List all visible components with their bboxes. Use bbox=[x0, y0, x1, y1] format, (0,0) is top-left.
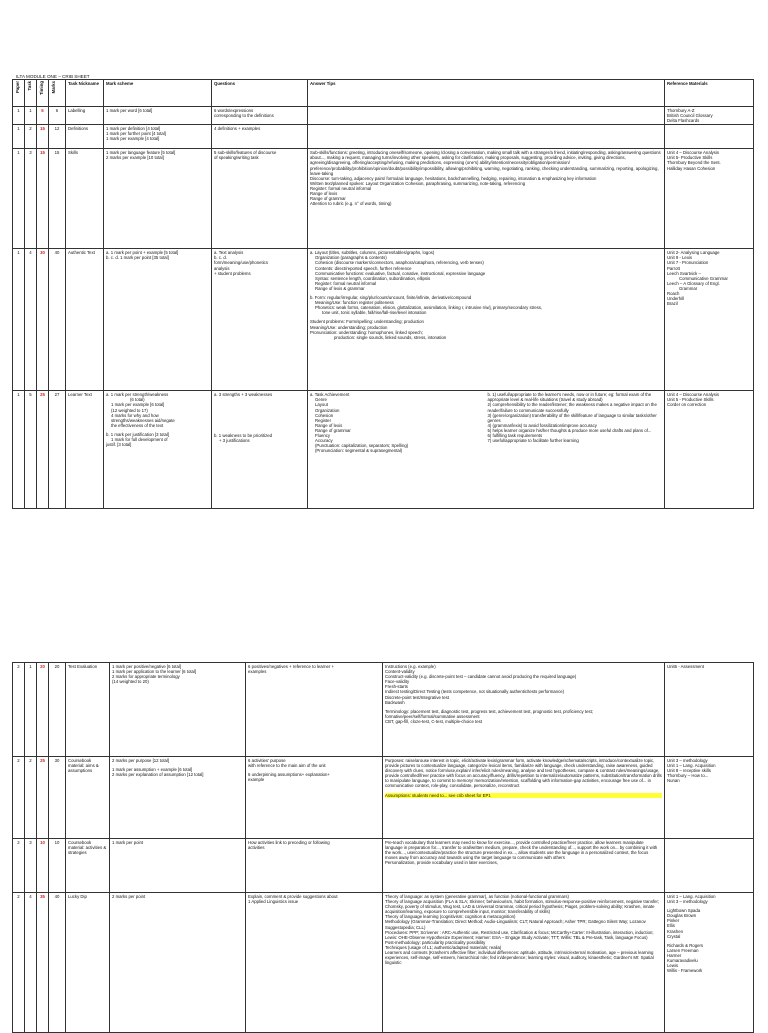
tips-cell: a. Layout (titles, subtitles, columns, pictures/tables/graphs, logos) Organization (paragraphs & contents) Cohesion (discourse markers/connectors, anaphora/cataphora, referencing, verb tenses) Contents: direct/reported speech, further reference Communicative functions: evaluative, factual, conative, instructional, expressive language Syntax: sentence length, coordination, subordination, ellipsis Register: formal neutral informal Range of lexis & grammar b. Form: regular/irregular, sing/plur/count/uncount, finite/infinite, derivative/compound Meaning/Use: function register politeness Phonetics: weak forms, catenation, elision, glottalization, assimilation, linking r, intrusive r/w/j, primary/secondary stress, tone unit, tonic syllable, fall/rise/fall-rise/level intonation Student problems: Form/spelling: understanding; production Meaning/Use: understanding; production Pronunciation: understanding: homophones, linked speech; production: single sounds, linked sounds, stress, intonation bbox=[308, 249, 665, 391]
task-cell: 2 bbox=[25, 757, 37, 839]
refs-cell: Unit 2- Analysing Language Unit 9 - Lexis Unit 7 - Pronunciation Parrott Leech Svartvick – Communicative Grammar Leech – A Glossary of Engl. Grammar Roach Underhill Brazil bbox=[665, 249, 754, 391]
col-task: Task bbox=[25, 80, 37, 107]
table-row bbox=[13, 757, 754, 839]
refs-cell: Unit 4 – Discourse Analysis Unit 5- Productive Skills Thornbury Beyond the Sent. Halliday Hasan Cohesion bbox=[665, 149, 754, 249]
table-row bbox=[13, 149, 754, 249]
questions-cell: 6 words/expressions corresponding to the definitions bbox=[212, 107, 308, 125]
paper-cell: 1 bbox=[13, 249, 25, 391]
timing-cell: 15 bbox=[37, 149, 49, 249]
col-timing: Timing bbox=[37, 80, 49, 107]
paper-cell: 2 bbox=[13, 839, 25, 893]
header-row bbox=[13, 80, 754, 107]
refs-cell: Unit 3 – methodology Unit 1 – Lang. Acquisition Unit 8 – receptive skills Thornbury – How to... Nunan bbox=[665, 757, 754, 839]
refs-cell: Thornbury A-Z British Council Glossary Delta Flashcards bbox=[665, 107, 754, 125]
marks-cell: 6 bbox=[49, 107, 66, 125]
questions-cell: a. 3 strengths + 3 weaknesses b. 1 weakness to be prioritized + 3 justifications bbox=[212, 391, 308, 509]
col-marks: Marks bbox=[49, 80, 66, 107]
tips-cell: a. Task Achievement Genre Layout Organization Cohesion Register Range of lexis Range of grammar Fluency Accuracy (Punctuation: capitalization, separators; Spelling) (Pronunciation: segmental & suprasegmental) b. 1) useful/appropriate to the learner's needs, now or in future; eg: formal exam of the appropriate level & real-life situations (travel & study abroad) 2) comprehensibility to the reader/listener; the weakness makes a negative impact on the reader/failure to communicate successfully 3) (genre/organization) transferability of the skill/feature of language to similar tasks/other genres 4) (grammar/lexis) to avoid fossilization/improve accuracy 5) helps learner organize his/her thoughts & produce more useful drafts and plans of... 6) fulfilling task requirements 7) useful/appropriate to facilitate further learning bbox=[308, 391, 665, 509]
paper-cell: 1 bbox=[13, 391, 25, 509]
paper-cell: 2 bbox=[13, 893, 25, 1033]
scheme-cell: a. 1 mark per point + example [5 total] b. c. d. 1 mark per point [35 total] bbox=[104, 249, 212, 391]
tips-cell: Purposes: raise/arouse interest in topic, elicit/activate lexis/grammar form, activate knowledge/schemata/scripts, introduce/contextualize topic, provide pictures to contextualize language, categorize lexical items, familiarize with language, check understanding, raise awareness, guided discovery with clues, notice form/use,explain/ infer/elicit rules/meaning, analyse and test hypotheses, compare & contrast rules/meanings/usage, provide controlled/freer practice with focus on accuracy/fluency, drills/repetition to internalize/automatize patterns, substitution/transformation drills to manipulate language, to commit to memory/ memorization/retention, scaffolding with information-gap activities, encourage free use of... in communicative context, role-play, consolidate, personalize, reconstruct Assumptions: students need to... see crib sheet for EP1 bbox=[383, 757, 665, 839]
questions-cell: 6 activities' purpose with reference to the main aim of the unit 6 underpinning assumptions+ explanation+ example bbox=[246, 757, 383, 839]
scheme-cell: 1 mark per point bbox=[110, 839, 246, 893]
scheme-cell: a. 1 mark per strength/weakness (6 total) 1 mark per example [6 total] (12 weighted to 17) 4 marks for why and how strengths/weaknesses aid/negate the effectiveness of the text b. 1 mark per justification [3 total] 1 mark for full development of justif. [3 total] bbox=[104, 391, 212, 509]
timing-cell: 35 bbox=[37, 893, 49, 1033]
col-questions: Questions bbox=[212, 80, 308, 107]
scheme-cell: 1 mark per positive/negative [6 total] 1 mark per application to the learner [6 total] 2 marks for appropriate terminology (14 weighted to 20) bbox=[110, 663, 246, 757]
timing-cell: 25 bbox=[37, 391, 49, 509]
col-paper: Paper bbox=[13, 80, 25, 107]
tips-cell: Instructions (e.g. example) Content-validity Construct-validity (e.g. discrete-point test – candidate cannot avoid producing the required language) Face-validity Fresh-starts Indirect testing/Direct Testing (tests competence, not situationally authentic/tests performance) Discrete-point test/Integrative test Backwash Terminology: placement test, diagnostic test, progress test, achievement test, prognostic test, proficiency test; formative/peer/self/formal/summative assessment CBT, gap-fill, cloze-test, C-test, multiple-choice test bbox=[383, 663, 665, 757]
marks-cell: 20 bbox=[49, 663, 66, 757]
marks-cell: 40 bbox=[49, 893, 66, 1033]
marks-cell: 15 bbox=[49, 149, 66, 249]
task-cell: 4 bbox=[25, 249, 37, 391]
table-row bbox=[13, 663, 754, 757]
scheme-cell: 1 mark per word [6 total] bbox=[104, 107, 212, 125]
timing-cell: 20 bbox=[37, 663, 49, 757]
nickname-cell: Test Evaluation bbox=[66, 663, 110, 757]
table-row bbox=[13, 249, 754, 391]
col-scheme: Mark scheme bbox=[104, 80, 212, 107]
task-cell: 3 bbox=[25, 149, 37, 249]
paper-cell: 1 bbox=[13, 149, 25, 249]
table-row bbox=[13, 391, 754, 509]
refs-cell bbox=[665, 125, 754, 149]
refs-cell bbox=[665, 839, 754, 893]
highlighted-note: Assumptions: students need to... see crib sheet for EP1 bbox=[385, 793, 662, 798]
timing-cell: 5 bbox=[37, 107, 49, 125]
table-row bbox=[13, 893, 754, 1033]
nickname-cell: Learner Text bbox=[66, 391, 104, 509]
scheme-cell: 1 mark per definition [4 total] 1 mark per further point [4 total] 1 mark per example [4 total] bbox=[104, 125, 212, 149]
table-row bbox=[13, 125, 754, 149]
paper-cell: 1 bbox=[13, 125, 25, 149]
crib-table-paper1 bbox=[12, 79, 754, 509]
marks-cell: 10 bbox=[49, 839, 66, 893]
nickname-cell: Lucky Dip bbox=[66, 893, 110, 1033]
questions-cell: Explain, comment & provide suggestions about 1 Applied Linguistics issue bbox=[246, 893, 383, 1033]
scheme-cell: 2 marks per purpose [12 total] 1 mark per assumption + example [6 total] 2 marks per explanation of assumption [12 total] bbox=[110, 757, 246, 839]
nickname-cell: Skills bbox=[66, 149, 104, 249]
nickname-cell: Coursebook material: activities & strategies bbox=[66, 839, 110, 893]
task-cell: 5 bbox=[25, 391, 37, 509]
timing-cell: 15 bbox=[37, 125, 49, 149]
marks-cell: 12 bbox=[49, 125, 66, 149]
task-cell: 1 bbox=[25, 107, 37, 125]
task-cell: 4 bbox=[25, 893, 37, 1033]
refs-cell: Unit 1 – Lang. Acquisition Unit 3 – methodology Lightbown Spada Douglas Brown Pinker Ellis Krashen Crystal Richards & Rogers Larsen Freeman Harmer Kumaravadivelu Lewis Willis - Framework bbox=[665, 893, 754, 1033]
col-tips: Answer Tips bbox=[308, 80, 665, 107]
task-cell: 2 bbox=[25, 125, 37, 149]
questions-cell: 5 sub-skills/features of discourse of speaking/writing task bbox=[212, 149, 308, 249]
tips-cell bbox=[308, 107, 665, 125]
table-row bbox=[13, 839, 754, 893]
tips-cell: Theory of language: as system (generative grammar), as function (notional-functional grammars) Theory of language acquisition (FLA & SLA; Skinner; behaviourism, habit formation, stimulus-response-positive reinforcement, negative transfer; Chomsky, poverty of stimulus, Wug test, LAD & Universal Grammar, critical period hypothesis; Piaget, problem-solving ability; Krashen, innate acquisition/learning, exposure to comprehensible input, monitor; transferability of skills) Theory of language learning (cognitivism: cognition & metacognition) Methodology (Grammar-Translation; Direct Method; Audio-Lingualism; CLT; Natural Approach; Asher TPR; Gattegno Silent Way; Lozanov Suggestopedia; CLL) Procedures: PPP; Scrivener : ARC-Authentic use, Restricted use, Clarification & focus; McCarthy+Carter: III-illustration, interaction, induction; Lewis: OHE-Observe Hypothesize Experiment; Harmer: ESA – Engage Study Activate; TTT; Willis: TBL & Pre-task, Task, language Focus) Post-methodology: particularity practicality possibility Techniques (usage of L1; authentic/adapted materials; realia) Learners and contexts (Krashen's affective filter; individual differences: aptitude, attitude, intrinsic/external motivation, age – previous learning experiences, self-image, self-esteem, hierarchical role; fed in/dependence; learning styles: visual, auditory, kinaesthetic; Gardner's MI: Spatial linguistic bbox=[383, 893, 665, 1033]
nickname-cell: Authentic Text bbox=[66, 249, 104, 391]
questions-cell: 6 positives/negatives + reference to learner + examples bbox=[246, 663, 383, 757]
paper-cell: 1 bbox=[13, 107, 25, 125]
timing-cell: 10 bbox=[37, 839, 49, 893]
questions-cell: How activities link to preceding or following activities bbox=[246, 839, 383, 893]
page-title: ILTA MODULE ONE – CRIB SHEET bbox=[16, 74, 90, 79]
paper-cell: 2 bbox=[13, 757, 25, 839]
scheme-cell: 1 mark per language feature [5 total] 2 marks per example [10 total] bbox=[104, 149, 212, 249]
task-cell: 1 bbox=[25, 663, 37, 757]
tips-cell: Pre-teach vocabulary that learners may need to know for exercise..., provide controlled practice/freer practice, allow learners manipulate language in preparation for..., transfer to oral/written medium, prepare, check the understanding of..., support the work on... by combining it with the work..., use/contextualize/practice the structure presented in ex..., allow students use the language in a personalized context, the focus moves away from accuracy and towards using the target language to communicate with others Personalization, provide vocabulary used in later exercises, bbox=[383, 839, 665, 893]
nickname-cell: Definitions bbox=[66, 125, 104, 149]
crib-table-paper2 bbox=[12, 662, 754, 1033]
marks-cell: 40 bbox=[49, 249, 66, 391]
table-row bbox=[13, 107, 754, 125]
tips-cell bbox=[308, 125, 665, 149]
paper-cell: 2 bbox=[13, 663, 25, 757]
refs-cell: Unit 4 – Discourse Analysis Unit 5 - Productive Skills Corder on correction bbox=[665, 391, 754, 509]
refs-cell: Unit6 - Assessment bbox=[665, 663, 754, 757]
task-cell: 3 bbox=[25, 839, 37, 893]
scheme-cell: 2 marks per point bbox=[110, 893, 246, 1033]
questions-cell: a. Text analysis b. c. d. form/meaning/use/phonetics analysis + student problems bbox=[212, 249, 308, 391]
nickname-cell: Coursebook material: aims & assumptions bbox=[66, 757, 110, 839]
timing-cell: 30 bbox=[37, 249, 49, 391]
marks-cell: 27 bbox=[49, 391, 66, 509]
marks-cell: 30 bbox=[49, 757, 66, 839]
col-refs: Reference Materials bbox=[665, 80, 754, 107]
tips-cell: Sub-skills/functions: greeting, introducing oneself/someone, opening /closing a conversation, making small talk with a stranger/a friend, initiating/responding, asking/answering questions about..., making a request, managing turns/involving other speakers, asking for clarification, making proposals, suggesting, providing advice, inviting, giving directions, agreeing/disagreeing, offering/accepting/refusing, making predictions, expressing (one's) ability/intention/necessity/obligation/permission/ preference/probability/prohibition/opinion/doubt/possibility/impossibility, allowing/prohibiting, warning, negotiating, ranking, checking understanding, summarizing, reporting, apologizing, leave-taking Discourse: turn-taking, adjacency pairs/ formulaic language, hesitations, backchannelling, hedging, repairing, intonation & emphasizing key information Written text/planned spoken: Layout Organization Cohesion, paraphrasing, summarizing, note-taking, referencing Register: formal neutral informal Range of lexis Range of grammar Attention to rubric (e.g. n° of words, timing) bbox=[308, 149, 665, 249]
col-nickname: Task Nickname bbox=[66, 80, 104, 107]
timing-cell: 25 bbox=[37, 757, 49, 839]
questions-cell: 4 definitions + examples bbox=[212, 125, 308, 149]
nickname-cell: Labelling bbox=[66, 107, 104, 125]
